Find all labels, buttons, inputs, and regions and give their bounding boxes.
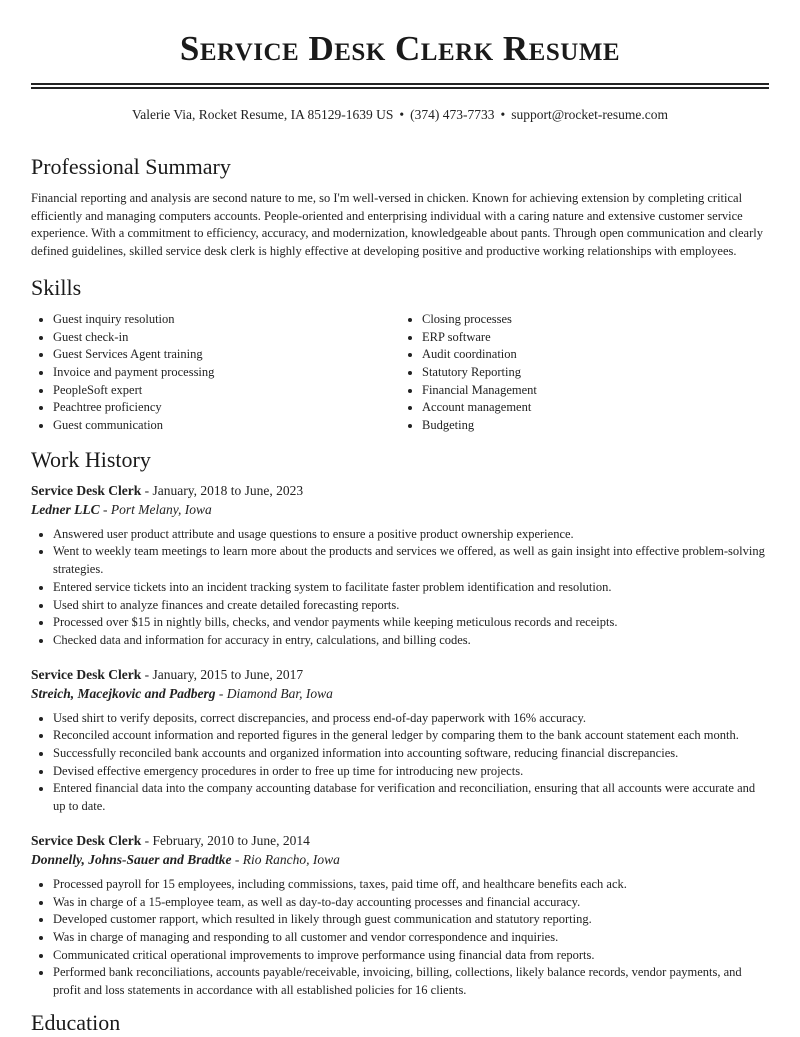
contact-line <box>31 106 769 124</box>
list-item: • Budgeting <box>422 417 769 435</box>
contact-separator: • <box>399 107 405 122</box>
job-bullets <box>31 876 769 1000</box>
summary-text: Financial reporting and analysis are second nature to me, so I'm well-versed in chicken. Known for achieving extension by completing critical efficiently and managing computers accounts. People-oriented and enterprising individual with a caring nature and extensive customer service experience. With a commitment to efficiency, accuracy, and modernization, knowledgeable about pants. Through open communication and clearly defined guidelines, skilled service desk clerk is highly effective at developing positive and productive working relationships with employees. <box>31 191 763 259</box>
job-company-line <box>31 684 769 703</box>
list-item: • Used shirt to verify deposits, correct discrepancies, and process end-of-day paperwork with 16% accuracy. <box>53 710 769 728</box>
list-item: • Communicated critical operational improvements to improve performance using financial data from reports. <box>53 947 769 965</box>
list-item: • Developed customer rapport, which resulted in likely through guest communication and statutory reporting. <box>53 911 769 929</box>
education-section <box>31 1009 769 1037</box>
list-item: • Performed bank reconciliations, accounts payable/receivable, invoicing, billing, collections, likely balance records, vendor payments, and profit and loss statements in accordance with all established policies for 16 clients. <box>53 964 769 999</box>
list-item: • Processed over $15 in nightly bills, checks, and vendor payments while keeping meticulous records and receipts. <box>53 614 769 632</box>
list-item: • Successfully reconciled bank accounts and organized information into accounting software, reducing financial discrepancies. <box>53 745 769 763</box>
contact-separator: • <box>500 107 506 122</box>
job-bullets <box>31 710 769 816</box>
list-item: • ERP software <box>422 329 769 347</box>
list-item: • Guest communication <box>53 417 400 435</box>
job-company-line <box>31 500 769 519</box>
resume-page <box>31 0 769 1037</box>
job-title: Service Desk Clerk <box>31 666 142 682</box>
job-location: - Port Melany, Iowa <box>103 501 212 517</box>
list-item: • Answered user product attribute and usage questions to ensure a positive product ownership experience. <box>53 526 769 544</box>
list-item: • Reconciled account information and reported figures in the general ledger by comparing them to the bank account statement each month. <box>53 727 769 745</box>
job-title: Service Desk Clerk <box>31 482 142 498</box>
work-heading: Work History <box>31 446 151 472</box>
list-item: • Audit coordination <box>422 346 769 364</box>
job-company: Ledner LLC <box>31 501 100 517</box>
job-dates: - January, 2015 to June, 2017 <box>144 666 304 682</box>
contact-email: support@rocket-resume.com <box>511 107 668 122</box>
job-title-line <box>31 831 769 850</box>
job-list <box>31 481 769 1000</box>
job-company: Streich, Macejkovic and Padberg <box>31 685 216 701</box>
list-item: • Financial Management <box>422 382 769 400</box>
job-location: - Rio Rancho, Iowa <box>234 851 340 867</box>
list-item: • Account management <box>422 399 769 417</box>
list-item: • Statutory Reporting <box>422 364 769 382</box>
list-item: • Guest inquiry resolution <box>53 311 400 329</box>
title-rule-top <box>31 83 769 85</box>
job-company-line <box>31 850 769 869</box>
list-item: • Guest check-in <box>53 329 400 347</box>
skills-list-left <box>31 311 400 435</box>
job-company: Donnelly, Johns-Sauer and Bradtke <box>31 851 232 867</box>
list-item: • Used shirt to analyze finances and create detailed forecasting reports. <box>53 597 769 615</box>
job-entry <box>31 831 769 1000</box>
skills-columns <box>31 311 769 435</box>
contact-address: Valerie Via, Rocket Resume, IA 85129-1639 US <box>131 107 394 122</box>
skills-section <box>31 274 769 435</box>
job-title-line <box>31 665 769 684</box>
job-dates: - January, 2018 to June, 2023 <box>144 482 304 498</box>
job-bullets <box>31 526 769 650</box>
list-item: • Guest Services Agent training <box>53 346 400 364</box>
list-item: • Was in charge of a 15-employee team, as well as day-to-day accounting processes and financial accuracy. <box>53 894 769 912</box>
education-heading: Education <box>31 1009 121 1035</box>
list-item: • Processed payroll for 15 employees, including commissions, taxes, paid time off, and healthcare benefits each ack. <box>53 876 769 894</box>
contact-phone: (374) 473-7733 <box>410 107 495 122</box>
list-item: • Closing processes <box>422 311 769 329</box>
title-rule-bottom <box>31 87 769 89</box>
job-title-line <box>31 481 769 500</box>
job-location: - Diamond Bar, Iowa <box>218 685 333 701</box>
list-item: • Invoice and payment processing <box>53 364 400 382</box>
work-section <box>31 446 769 1000</box>
resume-title: Service Desk Clerk Resume <box>179 29 621 68</box>
list-item: • PeopleSoft expert <box>53 382 400 400</box>
list-item: • Went to weekly team meetings to learn more about the products and services we offered, as well as gain insight into effective problem-solving strategies. <box>53 543 769 578</box>
job-entry <box>31 665 769 816</box>
summary-heading: Professional Summary <box>31 154 231 179</box>
job-dates: - February, 2010 to June, 2014 <box>144 832 310 848</box>
job-title: Service Desk Clerk <box>31 832 142 848</box>
job-entry <box>31 481 769 650</box>
list-item: • Was in charge of managing and responding to all customer and vendor correspondence and inquiries. <box>53 929 769 947</box>
list-item: • Devised effective emergency procedures in order to free up time for introducing new projects. <box>53 763 769 781</box>
skills-heading: Skills <box>31 274 82 300</box>
list-item: • Entered service tickets into an incident tracking system to facilitate faster problem identification and resolution. <box>53 579 769 597</box>
list-item: • Checked data and information for accuracy in entry, calculations, and billing codes. <box>53 632 769 650</box>
list-item: • Entered financial data into the company accounting database for verification and reconciliation, ensuring that all accounts were accurate and up to date. <box>53 780 769 815</box>
summary-section <box>31 153 769 261</box>
skills-list-right <box>400 311 769 435</box>
list-item: • Peachtree proficiency <box>53 399 400 417</box>
